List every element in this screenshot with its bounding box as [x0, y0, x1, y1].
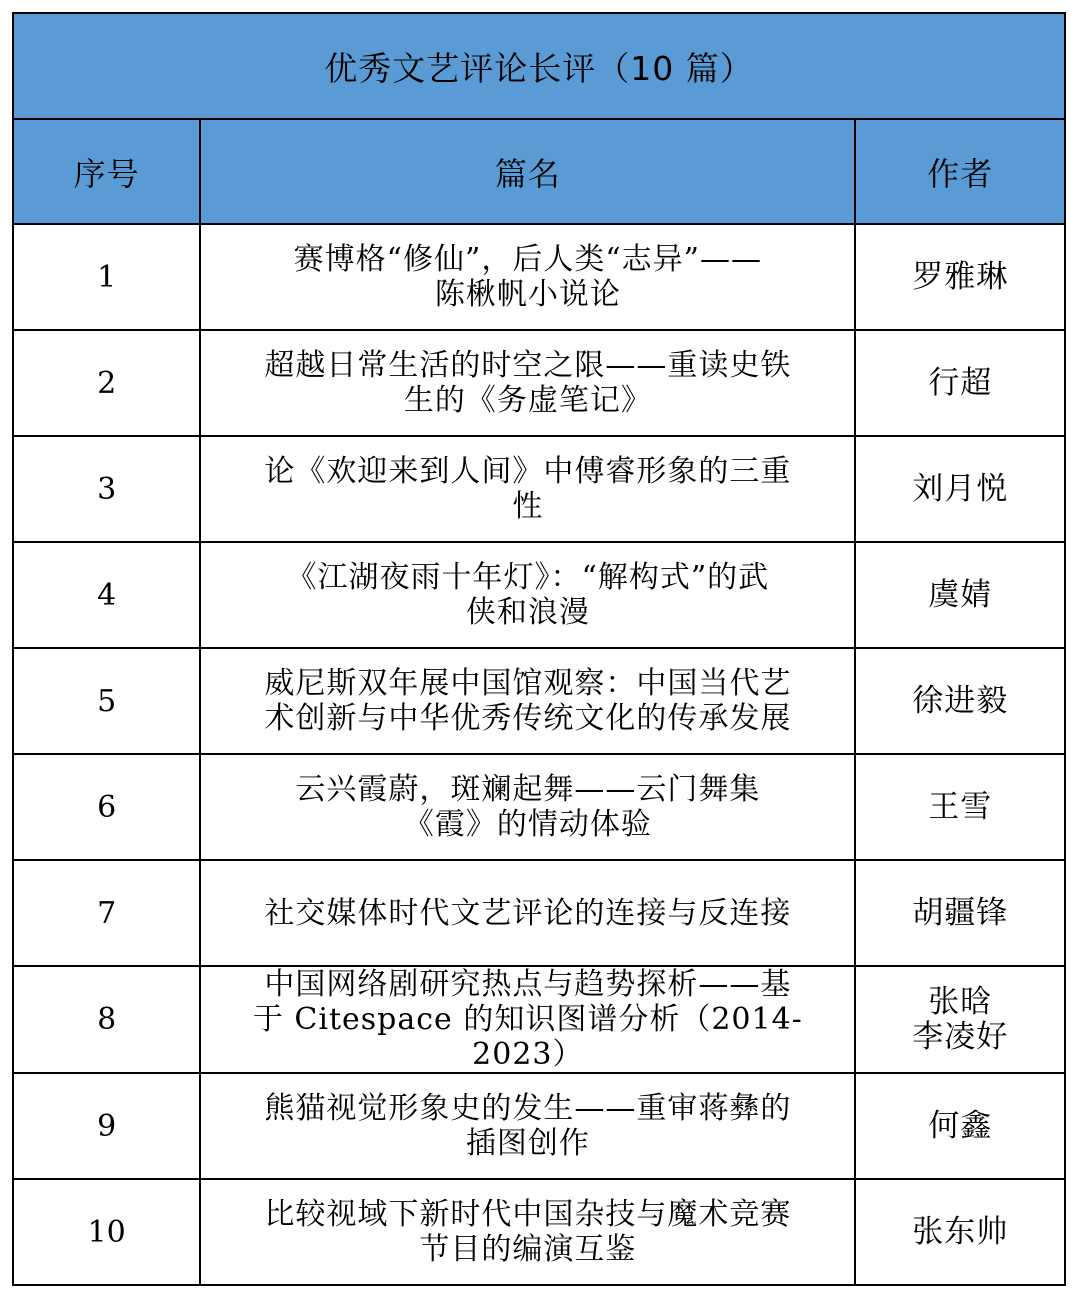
author-name: 王雪: [928, 788, 993, 825]
column-header-row: [13, 119, 1065, 224]
essay-author: [855, 330, 1065, 436]
table-row: [13, 648, 1065, 754]
essay-title-line: 熊猫视觉形象史的发生——重审蒋彝的: [264, 1091, 792, 1126]
row-number: 10: [13, 1179, 200, 1285]
essay-author: [855, 542, 1065, 648]
table-row: [13, 860, 1065, 966]
author-name: 刘月悦: [912, 470, 1009, 507]
essay-title: [200, 330, 855, 436]
row-number: 9: [13, 1073, 200, 1179]
essay-title: [200, 754, 855, 860]
table-row: [13, 436, 1065, 542]
row-number: 1: [13, 224, 200, 330]
essay-title-line: 陈楸帆小说论: [434, 277, 621, 312]
essay-title-line: 威尼斯双年展中国馆观察：中国当代艺: [264, 666, 792, 701]
table-body: [13, 224, 1065, 1285]
author-name: 行超: [928, 364, 993, 401]
author-name: 李凌好: [912, 1018, 1009, 1055]
essay-title-line: 《霞》的情动体验: [403, 807, 652, 842]
essay-title-line: 侠和浪漫: [465, 595, 590, 630]
essay-author: [855, 754, 1065, 860]
essay-title: [200, 1179, 855, 1285]
author-name: 张晗: [928, 983, 993, 1020]
essay-title-line: 论《欢迎来到人间》中傅睿形象的三重: [264, 454, 792, 489]
row-number: 6: [13, 754, 200, 860]
row-number: 5: [13, 648, 200, 754]
essay-author: [855, 966, 1065, 1073]
essay-title-line: 生的《务虚笔记》: [403, 383, 652, 418]
essay-author: [855, 224, 1065, 330]
row-number: 2: [13, 330, 200, 436]
essay-author: [855, 1073, 1065, 1179]
essay-title-line: 《江湖夜雨十年灯》：“解构式”的武: [286, 560, 770, 595]
author-name: 罗雅琳: [912, 258, 1009, 295]
essay-author: [855, 436, 1065, 542]
essay-author: [855, 648, 1065, 754]
essay-title: [200, 648, 855, 754]
author-name: 虞婧: [928, 576, 993, 613]
table-row: [13, 1179, 1065, 1285]
essay-author: [855, 860, 1065, 966]
essay-title: [200, 1073, 855, 1179]
table-row: [13, 542, 1065, 648]
essay-author: [855, 1179, 1065, 1285]
table-row: [13, 966, 1065, 1073]
essay-title-line: 云兴霞蔚，斑斓起舞——云门舞集: [295, 772, 761, 807]
essay-title-line: 2023）: [472, 1037, 584, 1072]
column-header-author: 作者: [855, 119, 1065, 224]
essay-title-line: 超越日常生活的时空之限——重读史铁: [264, 348, 792, 383]
table-title-row: [13, 13, 1065, 119]
table-title: 优秀文艺评论长评（10 篇）: [13, 13, 1065, 119]
essay-title: [200, 542, 855, 648]
essay-title-line: 赛博格“修仙”，后人类“志异”——: [293, 242, 763, 277]
author-name: 胡疆锋: [912, 894, 1009, 931]
table-row: [13, 754, 1065, 860]
table-row: [13, 1073, 1065, 1179]
essay-title-line: 于 Citespace 的知识图谱分析（2014-: [252, 1002, 803, 1037]
essay-title-line: 社交媒体时代文艺评论的连接与反连接: [264, 895, 792, 931]
column-header-title: 篇名: [200, 119, 855, 224]
essay-title: [200, 860, 855, 966]
author-name: 徐进毅: [912, 682, 1009, 719]
essay-title-line: 术创新与中华优秀传统文化的传承发展: [264, 701, 792, 736]
row-number: 4: [13, 542, 200, 648]
row-number: 3: [13, 436, 200, 542]
essay-title: [200, 224, 855, 330]
table-row: [13, 330, 1065, 436]
essay-table: [12, 12, 1066, 1286]
essay-title-line: 比较视域下新时代中国杂技与魔术竞赛: [264, 1197, 792, 1232]
column-header-number: 序号: [13, 119, 200, 224]
table-row: [13, 224, 1065, 330]
author-name: 何鑫: [928, 1107, 993, 1144]
author-name: 张东帅: [912, 1213, 1009, 1250]
essay-title-line: 性: [512, 489, 544, 524]
essay-title: [200, 966, 855, 1073]
essay-title-line: 节目的编演互鉴: [419, 1232, 637, 1267]
essay-title-line: 中国网络剧研究热点与趋势探析——基: [264, 967, 792, 1002]
row-number: 7: [13, 860, 200, 966]
essay-title-line: 插图创作: [465, 1126, 590, 1161]
row-number: 8: [13, 966, 200, 1073]
essay-title: [200, 436, 855, 542]
